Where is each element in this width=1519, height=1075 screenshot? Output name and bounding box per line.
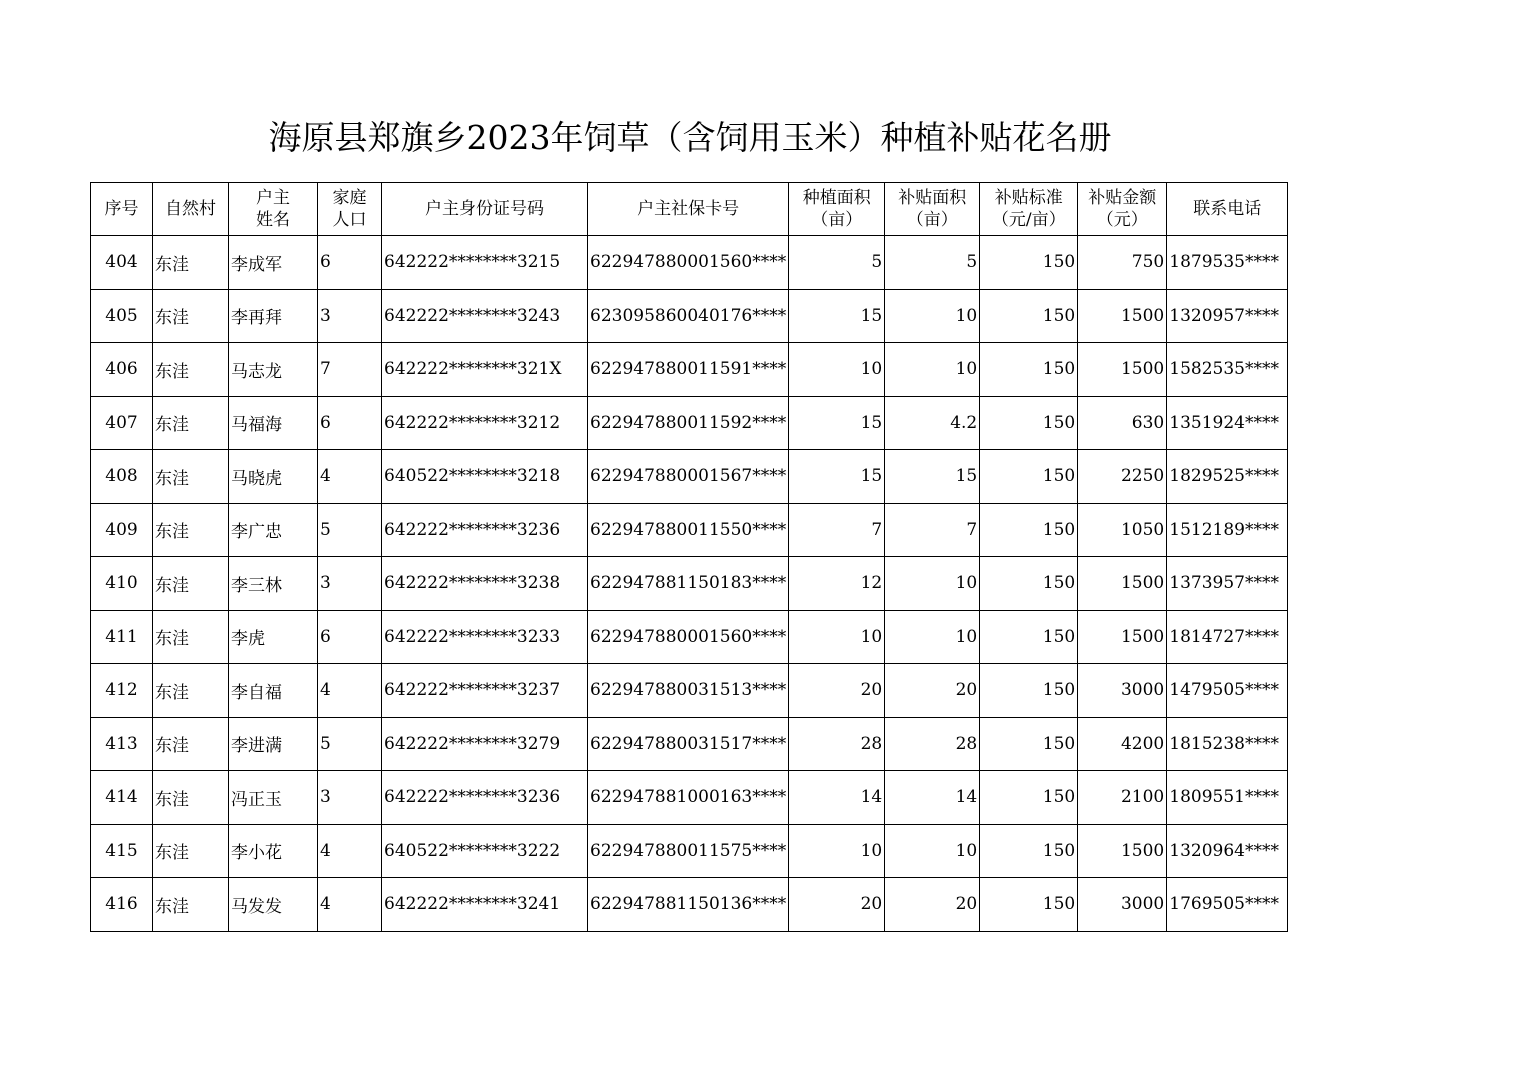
column-header-line2: （元） xyxy=(1096,210,1148,230)
cell-subsidy-area: 10 xyxy=(885,289,980,343)
cell-seq: 408 xyxy=(91,450,153,504)
cell-planting-area: 14 xyxy=(789,771,885,825)
cell-id-number: 642222********3233 xyxy=(382,610,588,664)
cell-planting-area: 28 xyxy=(789,717,885,771)
column-header-line2: 姓名 xyxy=(256,210,290,230)
cell-village: 东洼 xyxy=(153,289,229,343)
column-header-line2: 人口 xyxy=(332,210,367,230)
cell-subsidy-amount: 630 xyxy=(1078,396,1167,450)
cell-phone: 1829525**** xyxy=(1167,450,1288,504)
cell-seq: 414 xyxy=(91,771,153,825)
cell-planting-area: 15 xyxy=(789,289,885,343)
cell-subsidy-standard: 150 xyxy=(980,450,1078,504)
cell-householder-name: 李广忠 xyxy=(229,503,318,557)
cell-householder-name: 李小花 xyxy=(229,824,318,878)
cell-seq: 415 xyxy=(91,824,153,878)
cell-householder-name: 李三林 xyxy=(229,557,318,611)
cell-subsidy-area: 10 xyxy=(885,343,980,397)
column-header-householder-name xyxy=(229,183,318,236)
table-row xyxy=(91,557,1288,611)
cell-phone: 1479505**** xyxy=(1167,664,1288,718)
page-title: 海原县郑旗乡2023年饲草（含饲用玉米）种植补贴花名册 xyxy=(268,118,1112,157)
column-header-line1: 补贴标准 xyxy=(994,188,1063,208)
cell-subsidy-area: 4.2 xyxy=(885,396,980,450)
cell-phone: 1815238**** xyxy=(1167,717,1288,771)
cell-village: 东洼 xyxy=(153,236,229,290)
cell-village: 东洼 xyxy=(153,557,229,611)
cell-household-size: 5 xyxy=(318,717,382,771)
column-header-seq xyxy=(91,183,153,236)
column-header-line2: （亩） xyxy=(811,210,863,230)
cell-social-security-card: 622947880001567**** xyxy=(588,450,789,504)
column-header-subsidy-amount xyxy=(1078,183,1167,236)
table-header-row xyxy=(91,183,1288,236)
column-header-line1: 户主社保卡号 xyxy=(637,199,740,219)
cell-household-size: 4 xyxy=(318,824,382,878)
column-header-household-size xyxy=(318,183,382,236)
table-row xyxy=(91,236,1288,290)
cell-id-number: 642222********3215 xyxy=(382,236,588,290)
cell-seq: 411 xyxy=(91,610,153,664)
cell-social-security-card: 622947880011591**** xyxy=(588,343,789,397)
cell-id-number: 642222********3236 xyxy=(382,771,588,825)
table-row xyxy=(91,717,1288,771)
cell-householder-name: 李成军 xyxy=(229,236,318,290)
cell-id-number: 642222********3243 xyxy=(382,289,588,343)
cell-household-size: 6 xyxy=(318,236,382,290)
table-row xyxy=(91,343,1288,397)
cell-village: 东洼 xyxy=(153,503,229,557)
cell-phone: 1351924**** xyxy=(1167,396,1288,450)
table-row xyxy=(91,396,1288,450)
cell-householder-name: 李再拜 xyxy=(229,289,318,343)
cell-subsidy-amount: 750 xyxy=(1078,236,1167,290)
cell-id-number: 642222********3212 xyxy=(382,396,588,450)
column-header-planting-area xyxy=(789,183,885,236)
table-row xyxy=(91,450,1288,504)
cell-subsidy-area: 28 xyxy=(885,717,980,771)
cell-phone: 1320957**** xyxy=(1167,289,1288,343)
cell-subsidy-standard: 150 xyxy=(980,503,1078,557)
cell-subsidy-standard: 150 xyxy=(980,610,1078,664)
cell-subsidy-amount: 1500 xyxy=(1078,824,1167,878)
column-header-line1: 联系电话 xyxy=(1193,199,1262,219)
subsidy-roster-table xyxy=(90,182,1288,932)
cell-subsidy-amount: 1050 xyxy=(1078,503,1167,557)
column-header-line1: 补贴金额 xyxy=(1088,188,1157,208)
cell-subsidy-standard: 150 xyxy=(980,557,1078,611)
cell-subsidy-standard: 150 xyxy=(980,396,1078,450)
cell-social-security-card: 622947880011550**** xyxy=(588,503,789,557)
cell-subsidy-area: 10 xyxy=(885,824,980,878)
cell-subsidy-area: 10 xyxy=(885,610,980,664)
cell-social-security-card: 622947880011592**** xyxy=(588,396,789,450)
cell-village: 东洼 xyxy=(153,717,229,771)
cell-id-number: 642222********321X xyxy=(382,343,588,397)
cell-householder-name: 冯正玉 xyxy=(229,771,318,825)
cell-village: 东洼 xyxy=(153,450,229,504)
cell-subsidy-amount: 2250 xyxy=(1078,450,1167,504)
cell-subsidy-area: 15 xyxy=(885,450,980,504)
cell-household-size: 7 xyxy=(318,343,382,397)
cell-social-security-card: 622947881150183**** xyxy=(588,557,789,611)
cell-id-number: 640522********3218 xyxy=(382,450,588,504)
cell-social-security-card: 622947880001560**** xyxy=(588,236,789,290)
cell-seq: 409 xyxy=(91,503,153,557)
cell-id-number: 642222********3238 xyxy=(382,557,588,611)
column-header-line1: 序号 xyxy=(104,199,139,219)
cell-subsidy-standard: 150 xyxy=(980,236,1078,290)
cell-subsidy-amount: 1500 xyxy=(1078,610,1167,664)
cell-planting-area: 10 xyxy=(789,824,885,878)
cell-planting-area: 10 xyxy=(789,610,885,664)
column-header-line1: 种植面积 xyxy=(802,188,871,208)
cell-household-size: 5 xyxy=(318,503,382,557)
cell-seq: 416 xyxy=(91,878,153,932)
cell-planting-area: 12 xyxy=(789,557,885,611)
cell-subsidy-amount: 1500 xyxy=(1078,289,1167,343)
cell-social-security-card: 622947880011575**** xyxy=(588,824,789,878)
cell-planting-area: 15 xyxy=(789,396,885,450)
table-row xyxy=(91,610,1288,664)
cell-planting-area: 20 xyxy=(789,878,885,932)
cell-social-security-card: 622947880031513**** xyxy=(588,664,789,718)
cell-householder-name: 马晓虎 xyxy=(229,450,318,504)
column-header-social-security-card xyxy=(588,183,789,236)
cell-planting-area: 7 xyxy=(789,503,885,557)
cell-subsidy-standard: 150 xyxy=(980,878,1078,932)
column-header-subsidy-area xyxy=(885,183,980,236)
cell-household-size: 4 xyxy=(318,664,382,718)
cell-householder-name: 李进满 xyxy=(229,717,318,771)
cell-subsidy-standard: 150 xyxy=(980,717,1078,771)
cell-id-number: 642222********3236 xyxy=(382,503,588,557)
cell-id-number: 642222********3279 xyxy=(382,717,588,771)
cell-planting-area: 5 xyxy=(789,236,885,290)
column-header-line2: （亩） xyxy=(906,210,958,230)
cell-household-size: 6 xyxy=(318,610,382,664)
cell-planting-area: 20 xyxy=(789,664,885,718)
table-row xyxy=(91,289,1288,343)
cell-village: 东洼 xyxy=(153,771,229,825)
cell-subsidy-area: 20 xyxy=(885,878,980,932)
cell-phone: 1512189**** xyxy=(1167,503,1288,557)
cell-householder-name: 李自福 xyxy=(229,664,318,718)
column-header-village xyxy=(153,183,229,236)
cell-subsidy-standard: 150 xyxy=(980,664,1078,718)
cell-subsidy-amount: 1500 xyxy=(1078,557,1167,611)
cell-householder-name: 马发发 xyxy=(229,878,318,932)
cell-subsidy-amount: 4200 xyxy=(1078,717,1167,771)
cell-seq: 407 xyxy=(91,396,153,450)
cell-social-security-card: 622947880031517**** xyxy=(588,717,789,771)
cell-subsidy-standard: 150 xyxy=(980,289,1078,343)
cell-id-number: 640522********3222 xyxy=(382,824,588,878)
cell-social-security-card: 623095860040176**** xyxy=(588,289,789,343)
cell-household-size: 4 xyxy=(318,878,382,932)
cell-subsidy-area: 10 xyxy=(885,557,980,611)
column-header-subsidy-standard xyxy=(980,183,1078,236)
cell-householder-name: 马志龙 xyxy=(229,343,318,397)
cell-village: 东洼 xyxy=(153,343,229,397)
cell-subsidy-standard: 150 xyxy=(980,824,1078,878)
cell-household-size: 6 xyxy=(318,396,382,450)
cell-phone: 1769505**** xyxy=(1167,878,1288,932)
cell-phone: 1814727**** xyxy=(1167,610,1288,664)
cell-subsidy-area: 7 xyxy=(885,503,980,557)
cell-subsidy-standard: 150 xyxy=(980,343,1078,397)
cell-householder-name: 马福海 xyxy=(229,396,318,450)
column-header-line2: （元/亩） xyxy=(991,210,1066,230)
table-row xyxy=(91,824,1288,878)
cell-phone: 1320964**** xyxy=(1167,824,1288,878)
column-header-id-number xyxy=(382,183,588,236)
cell-phone: 1809551**** xyxy=(1167,771,1288,825)
cell-planting-area: 15 xyxy=(789,450,885,504)
column-header-line1: 户主身份证号码 xyxy=(425,199,544,219)
cell-planting-area: 10 xyxy=(789,343,885,397)
cell-phone: 1582535**** xyxy=(1167,343,1288,397)
cell-subsidy-area: 14 xyxy=(885,771,980,825)
column-header-line1: 家庭 xyxy=(332,188,367,208)
cell-village: 东洼 xyxy=(153,610,229,664)
cell-household-size: 3 xyxy=(318,289,382,343)
cell-seq: 412 xyxy=(91,664,153,718)
table-body xyxy=(91,236,1288,932)
cell-householder-name: 李虎 xyxy=(229,610,318,664)
cell-village: 东洼 xyxy=(153,396,229,450)
cell-seq: 406 xyxy=(91,343,153,397)
table-row xyxy=(91,771,1288,825)
cell-phone: 1879535**** xyxy=(1167,236,1288,290)
cell-village: 东洼 xyxy=(153,878,229,932)
cell-phone: 1373957**** xyxy=(1167,557,1288,611)
column-header-line1: 自然村 xyxy=(165,199,216,219)
cell-household-size: 4 xyxy=(318,450,382,504)
cell-subsidy-area: 5 xyxy=(885,236,980,290)
cell-subsidy-standard: 150 xyxy=(980,771,1078,825)
cell-subsidy-amount: 3000 xyxy=(1078,878,1167,932)
cell-subsidy-amount: 2100 xyxy=(1078,771,1167,825)
column-header-line1: 户主 xyxy=(256,188,290,208)
cell-seq: 405 xyxy=(91,289,153,343)
cell-seq: 410 xyxy=(91,557,153,611)
cell-subsidy-area: 20 xyxy=(885,664,980,718)
cell-seq: 413 xyxy=(91,717,153,771)
cell-household-size: 3 xyxy=(318,771,382,825)
cell-id-number: 642222********3237 xyxy=(382,664,588,718)
cell-subsidy-amount: 1500 xyxy=(1078,343,1167,397)
cell-household-size: 3 xyxy=(318,557,382,611)
cell-subsidy-amount: 3000 xyxy=(1078,664,1167,718)
cell-seq: 404 xyxy=(91,236,153,290)
cell-id-number: 642222********3241 xyxy=(382,878,588,932)
cell-social-security-card: 622947881000163**** xyxy=(588,771,789,825)
table-row xyxy=(91,503,1288,557)
table-row xyxy=(91,664,1288,718)
cell-social-security-card: 622947881150136**** xyxy=(588,878,789,932)
cell-village: 东洼 xyxy=(153,824,229,878)
table-row xyxy=(91,878,1288,932)
column-header-line1: 补贴面积 xyxy=(898,188,967,208)
cell-social-security-card: 622947880001560**** xyxy=(588,610,789,664)
column-header-phone xyxy=(1167,183,1288,236)
cell-village: 东洼 xyxy=(153,664,229,718)
